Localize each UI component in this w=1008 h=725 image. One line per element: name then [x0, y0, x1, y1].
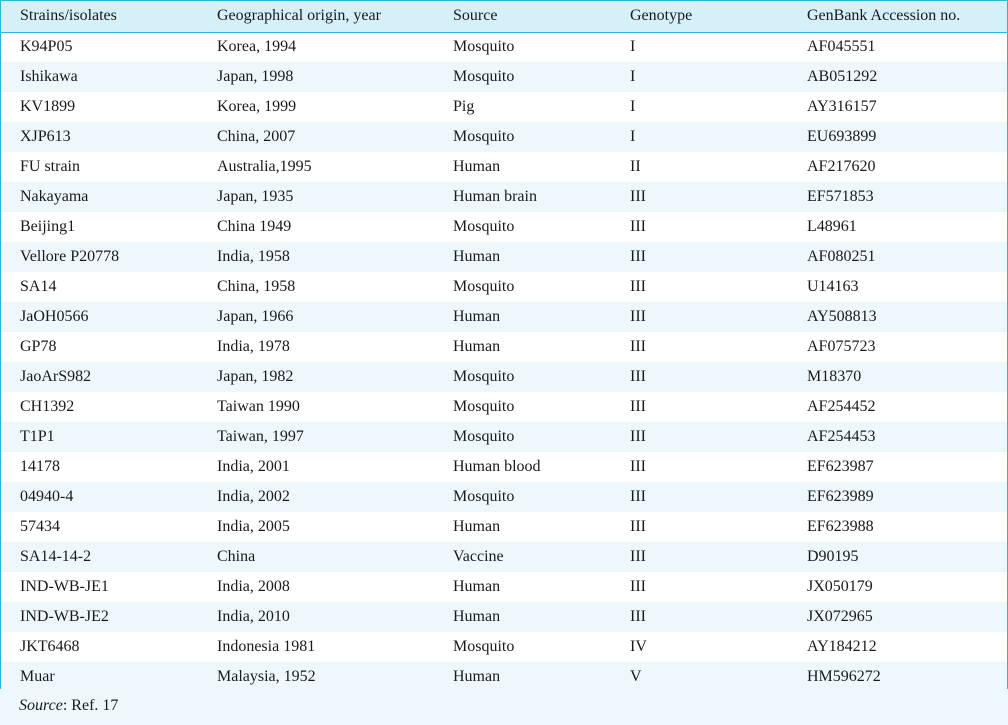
cell-origin: Australia,1995	[217, 158, 312, 175]
source-text: : Ref. 17	[62, 697, 119, 714]
cell-accession: AB051292	[807, 68, 878, 85]
cell-strain: T1P1	[20, 428, 55, 445]
cell-genotype: I	[630, 98, 636, 115]
cell-source: Human	[453, 518, 501, 535]
cell-accession: AY316157	[807, 98, 877, 115]
cell-genotype: III	[630, 398, 646, 415]
cell-source: Mosquito	[453, 488, 515, 505]
cell-accession: U14163	[807, 278, 859, 295]
cell-origin: Taiwan, 1997	[217, 428, 304, 445]
cell-origin: Malaysia, 1952	[217, 668, 316, 685]
table-row	[1, 572, 1007, 602]
table-row	[1, 152, 1007, 182]
cell-accession: AF254453	[807, 428, 876, 445]
cell-source: Mosquito	[453, 38, 515, 56]
cell-origin: Japan, 1966	[217, 308, 294, 325]
cell-genotype: III	[630, 338, 646, 355]
cell-strain: Muar	[20, 668, 55, 685]
cell-genotype: II	[630, 158, 641, 175]
table-row	[1, 92, 1007, 122]
cell-origin: China, 1958	[217, 278, 296, 295]
cell-genotype: III	[630, 308, 646, 325]
cell-source: Mosquito	[453, 428, 515, 445]
cell-origin: Japan, 1982	[217, 368, 294, 385]
cell-source: Human brain	[453, 188, 537, 205]
cell-strain: 04940-4	[20, 488, 74, 505]
cell-genotype: III	[630, 278, 646, 295]
cell-genotype: IV	[630, 638, 647, 655]
cell-origin: China, 2007	[217, 128, 296, 145]
cell-accession: AF080251	[807, 248, 876, 265]
header-origin: Geographical origin, year	[198, 1, 434, 32]
table-row	[1, 362, 1007, 392]
table-row	[1, 302, 1007, 332]
cell-accession: AF217620	[807, 158, 876, 175]
table-row	[1, 662, 1007, 692]
cell-strain: CH1392	[20, 398, 75, 415]
cell-origin: China 1949	[217, 218, 292, 235]
header-source: Source	[434, 1, 611, 32]
cell-genotype: V	[630, 668, 642, 685]
cell-source: Human	[453, 308, 501, 325]
header-genotype: Genotype	[611, 1, 788, 32]
cell-strain: IND-WB-JE2	[20, 608, 109, 625]
cell-strain: Nakayama	[20, 188, 89, 205]
table-row	[1, 632, 1007, 662]
cell-genotype: I	[630, 68, 636, 85]
cell-source: Mosquito	[453, 368, 515, 385]
cell-origin: India, 2002	[217, 488, 290, 505]
cell-origin: India, 1958	[217, 248, 290, 265]
cell-strain: 57434	[20, 518, 60, 535]
table-row	[1, 422, 1007, 452]
cell-strain: XJP613	[20, 128, 71, 145]
cell-accession: HM596272	[807, 668, 881, 685]
table-row	[1, 62, 1007, 92]
cell-source: Human	[453, 668, 501, 685]
cell-source: Human	[453, 578, 501, 595]
cell-accession: EU693899	[807, 128, 877, 145]
cell-strain: JaoArS982	[20, 368, 92, 385]
cell-strain: FU strain	[20, 158, 80, 175]
cell-genotype: III	[630, 188, 646, 205]
cell-origin: Japan, 1935	[217, 188, 294, 205]
table-row	[1, 542, 1007, 572]
cell-source: Mosquito	[453, 218, 515, 235]
cell-genotype: III	[630, 218, 646, 235]
table-row	[1, 242, 1007, 272]
cell-strain: SA14	[20, 278, 57, 295]
cell-origin: India, 2001	[217, 458, 290, 475]
cell-accession: AF254452	[807, 398, 876, 415]
cell-genotype: III	[630, 578, 646, 595]
table-row	[1, 482, 1007, 512]
table-row	[1, 212, 1007, 242]
cell-origin: Korea, 1999	[217, 98, 297, 115]
header-accession: GenBank Accession no.	[788, 1, 1007, 32]
cell-accession: EF571853	[807, 188, 874, 205]
cell-genotype: III	[630, 518, 646, 535]
cell-origin: India, 2010	[217, 608, 290, 625]
cell-source: Human	[453, 608, 501, 625]
cell-source: Mosquito	[453, 278, 515, 295]
table-row	[1, 332, 1007, 362]
cell-strain: Ishikawa	[20, 68, 78, 85]
table-row	[1, 272, 1007, 302]
cell-accession: AF075723	[807, 338, 876, 355]
cell-source: Mosquito	[453, 638, 515, 655]
cell-strain: GP78	[20, 338, 57, 355]
cell-source: Human	[453, 158, 501, 175]
cell-source: Pig	[453, 98, 475, 115]
header-row	[1, 1, 1007, 32]
cell-strain: JaOH0566	[20, 308, 89, 325]
cell-genotype: III	[630, 428, 646, 445]
cell-source: Mosquito	[453, 68, 515, 85]
cell-genotype: III	[630, 248, 646, 265]
cell-source: Human	[453, 248, 501, 265]
cell-accession: EF623987	[807, 458, 874, 475]
cell-strain: Beijing1	[20, 218, 76, 235]
cell-accession: JX072965	[807, 608, 873, 625]
cell-accession: AY508813	[807, 308, 877, 325]
cell-strain: 14178	[20, 458, 60, 475]
cell-genotype: III	[630, 548, 646, 565]
cell-strain: IND-WB-JE1	[20, 578, 109, 595]
cell-strain: KV1899	[20, 98, 76, 115]
cell-strain: Vellore P20778	[20, 248, 120, 265]
table-row	[1, 32, 1007, 62]
cell-genotype: III	[630, 608, 646, 625]
table-body	[1, 32, 1007, 692]
cell-origin: Japan, 1998	[217, 68, 294, 85]
table-row	[1, 602, 1007, 632]
cell-genotype: III	[630, 458, 646, 475]
table-row	[1, 182, 1007, 212]
header-strains: Strains/isolates	[1, 1, 198, 32]
table-row	[1, 512, 1007, 542]
cell-source: Human blood	[453, 458, 541, 475]
cell-genotype: I	[630, 128, 636, 145]
cell-strain: K94P05	[20, 38, 73, 56]
cell-accession: JX050179	[807, 578, 873, 595]
table-row	[1, 392, 1007, 422]
source-note	[0, 689, 1008, 725]
cell-origin: India, 2005	[217, 518, 290, 535]
cell-source: Human	[453, 338, 501, 355]
cell-origin: China	[217, 548, 256, 565]
cell-origin: India, 2008	[217, 578, 290, 595]
cell-origin: Taiwan 1990	[217, 398, 300, 415]
cell-accession: EF623989	[807, 488, 874, 505]
strain-table	[1, 1, 1007, 692]
cell-accession: M18370	[807, 368, 862, 385]
cell-origin: India, 1978	[217, 338, 290, 355]
cell-genotype: III	[630, 368, 646, 385]
table-row	[1, 452, 1007, 482]
cell-strain: SA14-14-2	[20, 548, 92, 565]
cell-accession: EF623988	[807, 518, 874, 535]
table-header	[1, 1, 1007, 32]
cell-genotype: I	[630, 38, 636, 56]
cell-accession: L48961	[807, 218, 857, 235]
cell-source: Vaccine	[453, 548, 504, 565]
cell-genotype: III	[630, 488, 646, 505]
table-row	[1, 122, 1007, 152]
cell-accession: AY184212	[807, 638, 877, 655]
source-label: Source	[19, 697, 63, 714]
cell-strain: JKT6468	[20, 638, 80, 655]
cell-source: Mosquito	[453, 398, 515, 415]
cell-source: Mosquito	[453, 128, 515, 145]
cell-origin: Korea, 1994	[217, 38, 297, 56]
cell-accession: D90195	[807, 548, 859, 565]
cell-accession: AF045551	[807, 38, 876, 56]
cell-origin: Indonesia 1981	[217, 638, 316, 655]
